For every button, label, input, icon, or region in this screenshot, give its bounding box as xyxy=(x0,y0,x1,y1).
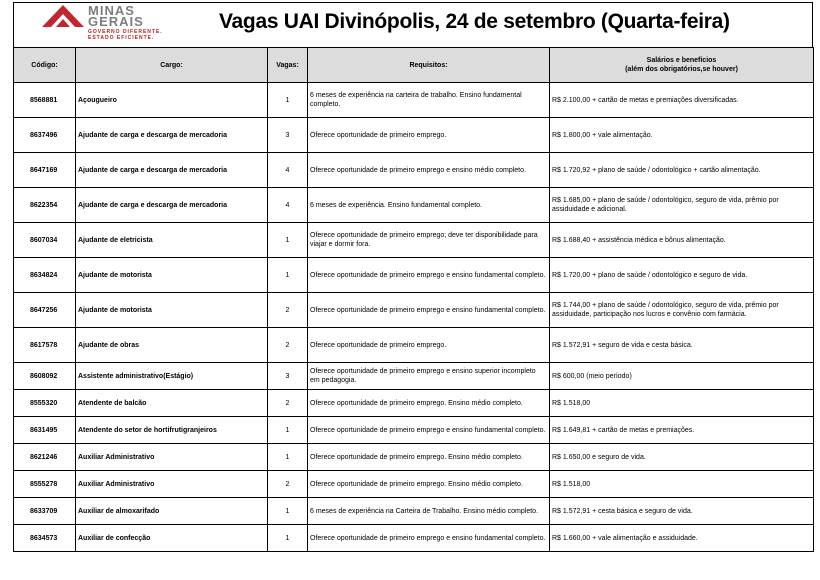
cell-vagas: 2 xyxy=(268,390,308,417)
cell-requisitos: Oferece oportunidade de primeiro emprego. xyxy=(308,328,550,363)
cell-cargo: Auxiliar de confecção xyxy=(76,525,268,552)
cell-salario: R$ 1.572,91 + seguro de vida e cesta básica. xyxy=(550,328,814,363)
cell-requisitos: Oferece oportunidade de primeiro emprego. Ensino médio completo. xyxy=(308,471,550,498)
cell-requisitos: Oferece oportunidade de primeiro emprego e ensino médio completo. xyxy=(308,153,550,188)
col-header-cargo: Cargo: xyxy=(76,48,268,83)
table-row xyxy=(14,525,814,552)
cell-codigo: 8633709 xyxy=(14,498,76,525)
table-row xyxy=(14,417,814,444)
col-header-salarios xyxy=(550,48,814,83)
table-row xyxy=(14,293,814,328)
cell-requisitos: Oferece oportunidade de primeiro emprego e ensino fundamental completo. xyxy=(308,258,550,293)
cell-vagas: 3 xyxy=(268,363,308,390)
logo-slogan1: GOVERNO DIFERENTE. xyxy=(88,29,163,35)
col-header-vagas: Vagas: xyxy=(268,48,308,83)
logo-slogan2: ESTADO EFICIENTE. xyxy=(88,35,155,41)
cell-salario: R$ 1.720,92 + plano de saúde / odontológico + cartão alimentação. xyxy=(550,153,814,188)
cell-salario: R$ 1.518,00 xyxy=(550,471,814,498)
cell-vagas: 1 xyxy=(268,417,308,444)
cell-salario: R$ 1.688,40 + assistência médica e bônus alimentação. xyxy=(550,223,814,258)
cell-requisitos: Oferece oportunidade de primeiro emprego e ensino fundamental completo. xyxy=(308,417,550,444)
cell-cargo: Auxiliar Administrativo xyxy=(76,471,268,498)
cell-requisitos: Oferece oportunidade de primeiro emprego; deve ter disponibilidade para viajar e dormir fora. xyxy=(308,223,550,258)
cell-cargo: Ajudante de obras xyxy=(76,328,268,363)
cell-codigo: 8617578 xyxy=(14,328,76,363)
cell-codigo: 8634824 xyxy=(14,258,76,293)
cell-cargo: Ajudante de motorista xyxy=(76,293,268,328)
cell-vagas: 1 xyxy=(268,444,308,471)
cell-salario: R$ 1.649,81 + cartão de metas e premiações. xyxy=(550,417,814,444)
triangle-logo-icon xyxy=(42,5,84,27)
cell-vagas: 4 xyxy=(268,188,308,223)
cell-cargo: Auxiliar de almoxarifado xyxy=(76,498,268,525)
cell-requisitos: Oferece oportunidade de primeiro emprego. Ensino médio completo. xyxy=(308,390,550,417)
table-row xyxy=(14,258,814,293)
cell-requisitos: 6 meses de experiência na Carteira de Trabalho. Ensino médio completo. xyxy=(308,498,550,525)
cell-vagas: 1 xyxy=(268,525,308,552)
jobs-table xyxy=(13,47,814,552)
table-row xyxy=(14,153,814,188)
cell-codigo: 8622354 xyxy=(14,188,76,223)
logo-line1: MINAS xyxy=(88,3,135,18)
col-header-codigo: Código: xyxy=(14,48,76,83)
cell-codigo: 8634573 xyxy=(14,525,76,552)
cell-requisitos: 6 meses de experiência. Ensino fundamental completo. xyxy=(308,188,550,223)
cell-codigo: 8555278 xyxy=(14,471,76,498)
col-header-requisitos: Requisitos: xyxy=(308,48,550,83)
cell-vagas: 4 xyxy=(268,153,308,188)
page-title: Vagas UAI Divinópolis, 24 de setembro (Quarta-feira) xyxy=(219,10,730,33)
cell-codigo: 8647169 xyxy=(14,153,76,188)
cell-cargo: Assistente administrativo(Estágio) xyxy=(76,363,268,390)
cell-vagas: 1 xyxy=(268,83,308,118)
table-row xyxy=(14,223,814,258)
cell-cargo: Ajudante de carga e descarga de mercadoria xyxy=(76,118,268,153)
cell-salario: R$ 1.660,00 + vale alimentação e assiduidade. xyxy=(550,525,814,552)
table-body xyxy=(14,83,814,552)
cell-cargo: Ajudante de motorista xyxy=(76,258,268,293)
cell-salario: R$ 1.650,00 e seguro de vida. xyxy=(550,444,814,471)
cell-cargo: Atendente do setor de hortifrutigranjeiros xyxy=(76,417,268,444)
cell-cargo: Ajudante de carga e descarga de mercadoria xyxy=(76,153,268,188)
cell-vagas: 2 xyxy=(268,328,308,363)
cell-codigo: 8568881 xyxy=(14,83,76,118)
table-row xyxy=(14,83,814,118)
cell-salario: R$ 600,00 (meio período) xyxy=(550,363,814,390)
cell-requisitos: Oferece oportunidade de primeiro emprego e ensino fundamental completo. xyxy=(308,293,550,328)
cell-salario: R$ 1.800,00 + vale alimentação. xyxy=(550,118,814,153)
cell-codigo: 8637496 xyxy=(14,118,76,153)
cell-codigo: 8607034 xyxy=(14,223,76,258)
cell-requisitos: Oferece oportunidade de primeiro emprego. Ensino médio completo. xyxy=(308,444,550,471)
cell-cargo: Atendente de balcão xyxy=(76,390,268,417)
cell-codigo: 8555320 xyxy=(14,390,76,417)
cell-cargo: Ajudante de eletricista xyxy=(76,223,268,258)
job-sheet xyxy=(13,2,813,552)
cell-requisitos: Oferece oportunidade de primeiro emprego e ensino fundamental completo. xyxy=(308,525,550,552)
cell-codigo: 8631495 xyxy=(14,417,76,444)
sheet-header xyxy=(13,2,813,47)
cell-cargo: Ajudante de carga e descarga de mercadoria xyxy=(76,188,268,223)
cell-salario: R$ 1.744,00 + plano de saúde / odontológico, seguro de vida, prêmio por assiduidade, participação nos lucros e convênio com farmácia. xyxy=(550,293,814,328)
minas-gerais-logo xyxy=(42,5,192,45)
table-row xyxy=(14,444,814,471)
col-header-salarios-line2: (além dos obrigatórios,se houver) xyxy=(625,66,738,73)
cell-cargo: Auxiliar Administrativo xyxy=(76,444,268,471)
cell-codigo: 8647256 xyxy=(14,293,76,328)
cell-cargo: Açougueiro xyxy=(76,83,268,118)
cell-salario: R$ 1.720,00 + plano de saúde / odontológico e seguro de vida. xyxy=(550,258,814,293)
cell-codigo: 8621246 xyxy=(14,444,76,471)
cell-vagas: 3 xyxy=(268,118,308,153)
col-header-salarios-line1: Salários e benefícios xyxy=(646,57,717,64)
table-row xyxy=(14,471,814,498)
cell-vagas: 1 xyxy=(268,223,308,258)
table-row xyxy=(14,328,814,363)
cell-vagas: 2 xyxy=(268,293,308,328)
table-row xyxy=(14,498,814,525)
cell-salario: R$ 2.100,00 + cartão de metas e premiações diversificadas. xyxy=(550,83,814,118)
cell-vagas: 2 xyxy=(268,471,308,498)
table-row xyxy=(14,390,814,417)
table-row xyxy=(14,363,814,390)
cell-salario: R$ 1.685,00 + plano de saúde / odontológico, seguro de vida, prêmio por assiduidade e adicional. xyxy=(550,188,814,223)
cell-codigo: 8608092 xyxy=(14,363,76,390)
cell-requisitos: Oferece oportunidade de primeiro emprego. xyxy=(308,118,550,153)
cell-requisitos: Oferece oportunidade de primeiro emprego e ensino superior incompleto em pedagogia. xyxy=(308,363,550,390)
logo-line2: GERAIS xyxy=(88,14,144,29)
table-row xyxy=(14,188,814,223)
cell-vagas: 1 xyxy=(268,258,308,293)
cell-vagas: 1 xyxy=(268,498,308,525)
cell-salario: R$ 1.518,00 xyxy=(550,390,814,417)
table-header-row xyxy=(14,48,814,83)
cell-salario: R$ 1.572,91 + cesta básica e seguro de vida. xyxy=(550,498,814,525)
cell-requisitos: 6 meses de experiência na carteira de trabalho. Ensino fundamental completo. xyxy=(308,83,550,118)
table-row xyxy=(14,118,814,153)
